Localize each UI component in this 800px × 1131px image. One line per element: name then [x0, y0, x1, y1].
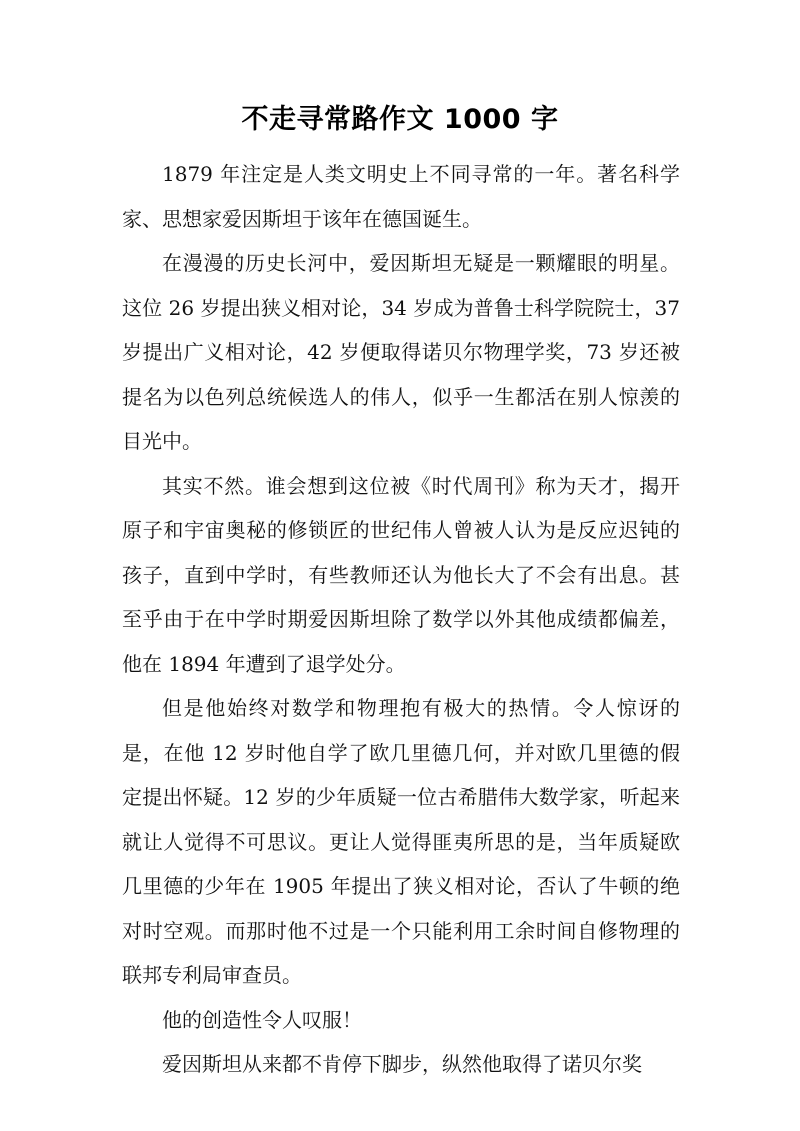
document-title: 不走寻常路作文 1000 字 — [241, 104, 559, 135]
paragraph: 1879 年注定是人类文明史上不同寻常的一年。著名科学家、思想家爱因斯坦于该年在德国诞生。 — [122, 162, 680, 231]
paragraph: 他的创造性令人叹服！ — [162, 1007, 362, 1032]
paragraph: 爱因斯坦从来都不肯停下脚步，纵然他取得了诺贝尔奖 — [162, 1052, 642, 1076]
paragraph: 在漫漫的历史长河中，爱因斯坦无疑是一颗耀眼的明星。这位 26 岁提出狭义相对论，34 岁成为普鲁士科学院院士，37 岁提出广义相对论，42 岁便取得诺贝尔物理学奖，73 岁还被提名为以色列总统候选人的伟人，似乎一生都活在别人惊羡的目光中。 — [122, 251, 680, 453]
paragraph: 其实不然。谁会想到这位被《时代周刊》称为天才，揭开原子和宇宙奥秘的修锁匠的世纪伟人曾被人认为是反应迟钝的孩子，直到中学时，有些教师还认为他长大了不会有出息。甚至乎由于在中学时期爱因斯坦除了数学以外其他成绩都偏差，他在 1894 年遭到了退学处分。 — [122, 473, 680, 676]
document-body — [122, 152, 680, 1087]
paragraph: 但是他始终对数学和物理抱有极大的热情。令人惊讶的是，在他 12 岁时他自学了欧几里德几何，并对欧几里德的假定提出怀疑。12 岁的少年质疑一位古希腊伟大数学家，听起来就让人觉得不可思议。更让人觉得匪夷所思的是，当年质疑欧几里德的少年在 1905 年提出了狭义相对论，否认了牛顿的绝对时空观。而那时他不过是一个只能利用工余时间自修物理的联邦专利局审查员。 — [122, 696, 680, 987]
